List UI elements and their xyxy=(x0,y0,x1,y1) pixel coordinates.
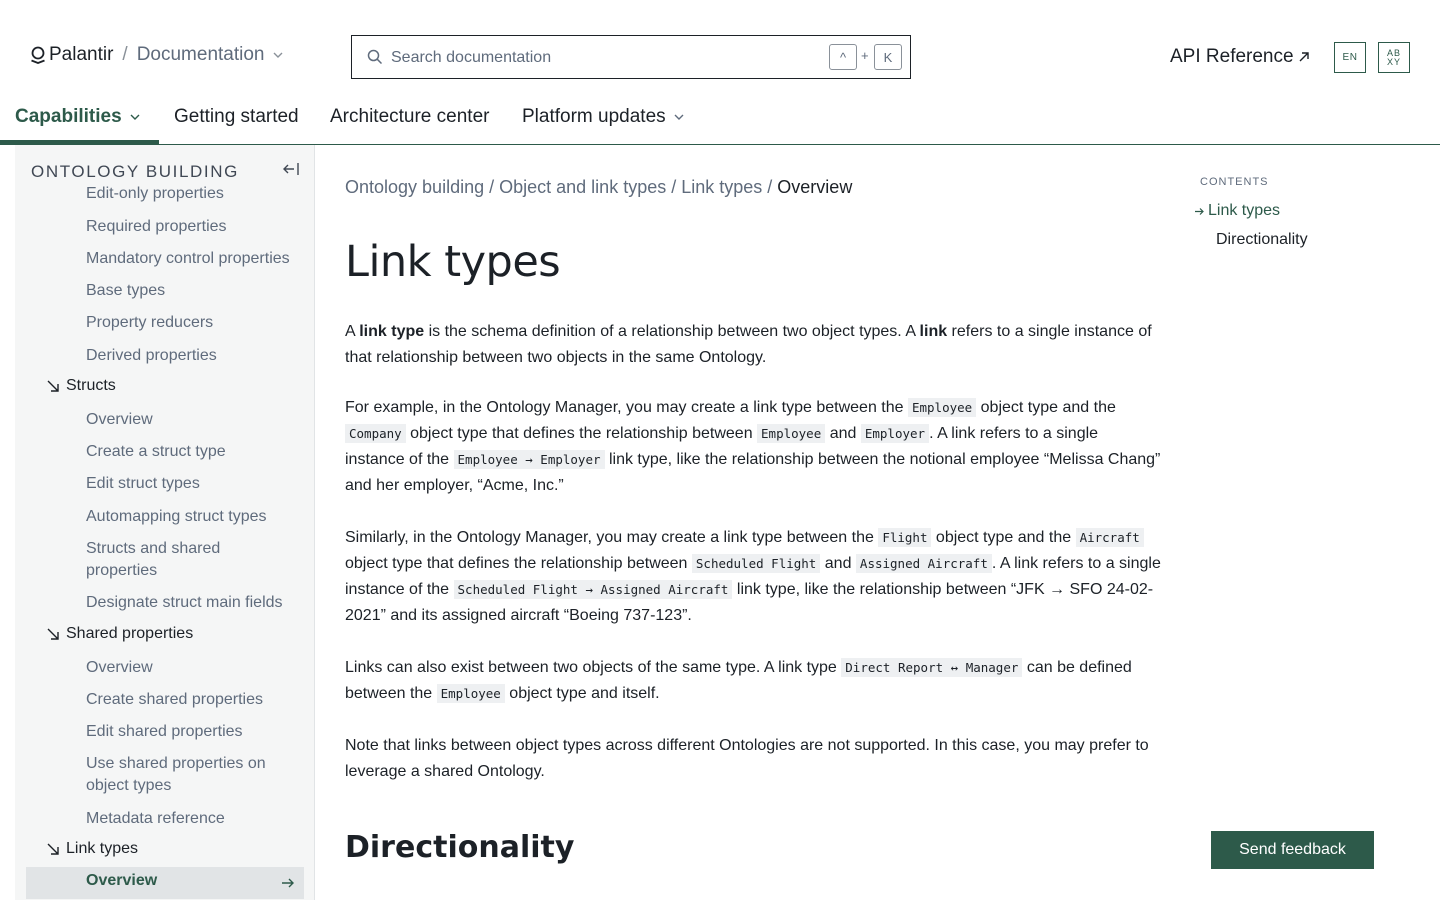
send-feedback-button[interactable]: Send feedback xyxy=(1211,831,1374,869)
arrow-down-right-icon xyxy=(46,379,60,393)
text: . A link refers to a single instance of the xyxy=(345,555,1161,598)
tab-capabilities[interactable] xyxy=(15,106,140,128)
breadcrumb-separator: / xyxy=(666,177,682,197)
paragraph-note: Note that links between object types across different Ontologies are not supported. In this case, you may prefer to leverage a shared Ontology. xyxy=(345,737,1149,780)
paragraph-example-flight xyxy=(345,525,1161,629)
text: object type and the xyxy=(976,399,1116,416)
sidebar-section-structs-label: Structs xyxy=(66,377,116,394)
logo-link[interactable] xyxy=(30,44,283,66)
breadcrumb-separator: / xyxy=(762,177,778,197)
text: object type and itself. xyxy=(504,685,660,702)
inline-code: Scheduled Flight xyxy=(692,554,820,573)
sidebar-section-link-types-label: Link types xyxy=(66,840,139,857)
inline-code: Employer xyxy=(861,424,929,443)
text: can be defined between the xyxy=(345,659,1132,702)
chevron-down-icon xyxy=(130,112,140,122)
sidebar-item-link-types-overview[interactable] xyxy=(26,867,304,899)
sidebar-section-shared-properties-label: Shared properties xyxy=(66,625,194,642)
font-toggle-bottom: XY xyxy=(1386,56,1401,67)
sidebar-item-edit-shared-properties[interactable]: Edit shared properties xyxy=(86,723,243,740)
text: link type, like the relationship between “JFK → SFO 24-02-2021” and its assigned aircraft “Boeing 737-123”. xyxy=(345,581,1154,624)
inline-code: Company xyxy=(345,424,406,443)
logo-text: Palantir xyxy=(49,44,114,65)
sidebar-item-use-shared-properties[interactable]: Use shared properties on object types xyxy=(86,755,266,794)
documentation-dropdown[interactable]: Documentation xyxy=(136,44,265,65)
inline-code: Employee xyxy=(757,424,825,443)
inline-code: Direct Report ↔ Manager xyxy=(841,658,1022,677)
sidebar-section-structs[interactable] xyxy=(46,377,116,395)
header xyxy=(0,0,1440,100)
text: Links can also exist between two objects of the same type. A link type xyxy=(345,659,842,676)
sidebar-item-create-struct-type[interactable]: Create a struct type xyxy=(86,443,226,460)
search-icon xyxy=(367,49,383,65)
toc-item-link-types[interactable] xyxy=(1194,202,1280,220)
sidebar-item-required-properties[interactable]: Required properties xyxy=(86,218,227,235)
shortcut-ctrl-key: ^ xyxy=(829,44,857,70)
text: A xyxy=(345,323,360,340)
breadcrumb-ontology-building[interactable]: Ontology building xyxy=(345,177,485,197)
shortcut-plus: + xyxy=(861,48,869,63)
active-tab-indicator xyxy=(0,140,159,144)
text: object type and the xyxy=(931,529,1076,546)
text: and xyxy=(820,555,856,572)
tab-platform-updates[interactable] xyxy=(522,106,684,128)
font-toggle-top: AB xyxy=(1386,47,1401,58)
paragraph-same-type xyxy=(345,655,1161,707)
api-reference-link[interactable] xyxy=(1170,46,1310,68)
search-input[interactable] xyxy=(351,35,911,79)
breadcrumb xyxy=(345,177,852,198)
page-title: Link types xyxy=(345,237,561,287)
text: For example, in the Ontology Manager, you may create a link type between the xyxy=(345,399,908,416)
top-navigation xyxy=(0,100,1440,145)
breadcrumb-current: Overview xyxy=(777,177,853,197)
sidebar-item-mandatory-control-properties[interactable]: Mandatory control properties xyxy=(86,250,290,267)
tab-architecture-center-label: Architecture center xyxy=(330,106,490,127)
inline-code: Employee xyxy=(437,684,505,703)
toc-item-link-types-label: Link types xyxy=(1208,202,1281,219)
tab-capabilities-label: Capabilities xyxy=(15,106,122,127)
tab-getting-started-label: Getting started xyxy=(174,106,299,127)
sidebar-active-label: Overview xyxy=(86,872,158,889)
sidebar-item-structs-shared-properties[interactable]: Structs and shared properties xyxy=(86,540,221,579)
text: and xyxy=(825,425,861,442)
sidebar-item-property-reducers[interactable]: Property reducers xyxy=(86,314,214,331)
sidebar-item-create-shared-properties[interactable]: Create shared properties xyxy=(86,691,263,708)
inline-code: Employee → Employer xyxy=(454,450,605,469)
sidebar-item-shared-overview[interactable]: Overview xyxy=(86,659,153,676)
section-heading-directionality: Directionality xyxy=(345,830,575,865)
collapse-sidebar-icon[interactable] xyxy=(282,161,300,177)
inline-code: Aircraft xyxy=(1076,528,1144,547)
sidebar-section-link-types[interactable] xyxy=(46,840,138,858)
sidebar-item-edit-struct-types[interactable]: Edit struct types xyxy=(86,475,200,492)
sidebar-item-structs-overview[interactable]: Overview xyxy=(86,411,153,428)
arrow-right-icon xyxy=(1194,207,1205,216)
arrow-right-icon xyxy=(281,878,295,888)
inline-code: Assigned Aircraft xyxy=(856,554,992,573)
text: object type that defines the relationship between xyxy=(405,425,758,442)
inline-code: Flight xyxy=(878,528,931,547)
shortcut-k-key: K xyxy=(874,44,902,70)
chevron-down-icon xyxy=(273,50,283,60)
text: Similarly, in the Ontology Manager, you may create a link type between the xyxy=(345,529,879,546)
text: refers to a single instance of that relationship between two objects in the same Ontology. xyxy=(345,323,1152,366)
text: link type, like the relationship between the notional employee “Melissa Chang” and her employer, “Acme, Inc.” xyxy=(345,451,1161,494)
language-button[interactable]: EN xyxy=(1334,42,1366,73)
sidebar-item-designate-struct-main-fields[interactable]: Designate struct main fields xyxy=(86,594,283,611)
toc-item-directionality[interactable]: Directionality xyxy=(1216,231,1308,248)
chevron-down-icon xyxy=(674,112,684,122)
external-arrow-icon xyxy=(1298,51,1310,63)
tab-getting-started[interactable] xyxy=(174,106,299,128)
breadcrumb-separator: / xyxy=(484,177,500,197)
arrow-down-right-icon xyxy=(46,842,60,856)
tab-architecture-center[interactable] xyxy=(330,106,489,128)
paragraph-example-employee xyxy=(345,395,1161,499)
text: object type that defines the relationship between xyxy=(345,555,692,572)
text: . A link refers to a single instance of the xyxy=(345,425,1099,468)
sidebar-title: ONTOLOGY BUILDING xyxy=(31,162,239,181)
palantir-logo-icon xyxy=(30,46,46,64)
toc-heading: CONTENTS xyxy=(1200,176,1269,188)
inline-code: Employee xyxy=(908,398,976,417)
sidebar-item-metadata-reference[interactable]: Metadata reference xyxy=(86,810,225,827)
sidebar-item-automapping-struct-types[interactable]: Automapping struct types xyxy=(86,508,267,525)
search-placeholder: Search documentation xyxy=(391,49,552,66)
sidebar-item-derived-properties[interactable]: Derived properties xyxy=(86,347,217,364)
paragraph-intro xyxy=(345,319,1161,371)
bold-term: link type xyxy=(359,323,425,340)
api-reference-label: API Reference xyxy=(1170,46,1294,67)
inline-code: Scheduled Flight → Assigned Aircraft xyxy=(454,580,733,599)
sidebar-section-shared-properties[interactable] xyxy=(46,625,193,643)
sidebar-item-base-types[interactable]: Base types xyxy=(86,282,166,299)
breadcrumb-object-link-types[interactable]: Object and link types xyxy=(499,177,667,197)
text: is the schema definition of a relationship between two object types. A xyxy=(424,323,920,340)
logo-separator: / xyxy=(122,44,128,65)
arrow-down-right-icon xyxy=(46,627,60,641)
sidebar xyxy=(15,145,315,900)
sidebar-item-edit-only-properties[interactable]: Edit-only properties xyxy=(86,185,224,202)
tab-platform-updates-label: Platform updates xyxy=(522,106,666,127)
breadcrumb-link-types[interactable]: Link types xyxy=(681,177,763,197)
bold-term: link xyxy=(919,323,948,340)
font-toggle-button[interactable] xyxy=(1378,42,1410,73)
